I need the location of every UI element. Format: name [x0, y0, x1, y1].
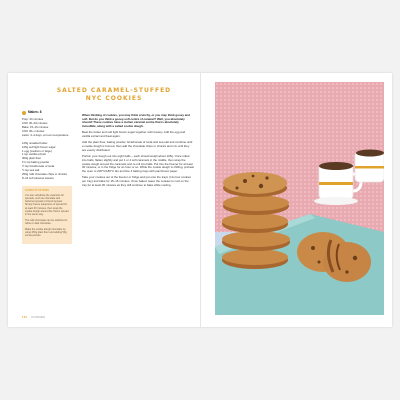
time-item: Lasts: 3–4 days, at room temperature: [22, 132, 69, 137]
substitution-paragraph: Make the cookie dough chocolate by using 250g plain flour and adding 50g cocoa powder.: [25, 227, 67, 237]
recipe-title: [28, 87, 200, 103]
time-list: [22, 118, 72, 138]
makes-row: [22, 111, 72, 115]
substitution-paragraph: The milk chocolate can be switched to white or dark chocolate.: [25, 218, 68, 225]
time-item: Prep: 20 minutes: [22, 117, 44, 121]
time-item: Bake: 15–16 minutes: [22, 124, 49, 129]
ingredient-item: 300g plain flour: [22, 156, 42, 161]
page-number: 100: [22, 316, 28, 319]
servings-icon: [22, 111, 26, 115]
page-footer: [22, 316, 45, 319]
method-column: [82, 114, 194, 190]
ingredient-item: 125g soft light brown sugar: [22, 144, 56, 149]
second-cup: [355, 150, 384, 183]
method-step: Beat the butter and soft light brown sugar together until creamy. Add the egg and vanilla extract and beat again.: [82, 130, 186, 139]
recipe-intro: When thinking of cookies, you may think crunchy, or you may think gooey and soft. But do you think a gooey-soft centre of caramel? Well, you absolutely should! These cookies have a molten caramel centre that is absolutely incredible, along with a salted cookie dough.: [82, 113, 190, 129]
substitutions-box: [22, 186, 72, 244]
time-item: Chill: 30–40 minutes: [22, 120, 48, 125]
section-name: COOKIES: [31, 316, 46, 319]
ingredient-item: 125g unsalted butter: [22, 140, 48, 145]
page-gutter: [200, 73, 201, 327]
cookie-photo-illustration: [215, 82, 384, 315]
method-step: Add the plain flour, baking powder, bicarbonate of soda and sea salt and combine until a cookie dough is formed, then add the chocolate chips or chunks and mix until they are evenly distributed.: [82, 140, 193, 152]
ingredient-item: 250g milk chocolate chips or chunks: [22, 172, 67, 177]
ingredient-item: 1 egg (medium or large): [22, 148, 52, 153]
ingredient-item: 1 tsp vanilla extract: [22, 152, 46, 157]
ingredient-item: ½ tsp sea salt: [22, 168, 40, 173]
cookie-stack: [222, 172, 290, 269]
ingredient-item: ½ tsp bicarbonate of soda: [22, 164, 55, 169]
cookie-photo: [215, 82, 384, 315]
time-item: Chill: 30+ minutes: [22, 128, 45, 133]
ingredient-list: [22, 142, 72, 181]
ingredient-item: 8–16 soft caramel sweets: [22, 176, 54, 181]
method-step: Take your cookies out of the freezer or fridge and put onto the trays (I do four cookies per tray) and bake for 15–16 minutes. Once baked, leave the cookies to cool on the tray for at least 30 minutes as they still continue to bake while cooling.: [82, 175, 191, 187]
makes-label: Makes: 8: [28, 110, 42, 115]
recipe-title-line-2: NYC COOKIES: [85, 95, 143, 102]
substitutions-heading: SUBSTITUTIONS: [25, 188, 50, 192]
method-step: Portion your dough out into eight balls – each should weigh about 105g. Once rolled into balls, flatten slightly and put 1 or 2 soft caramels in the middle, then wrap the cookie dough around the caramels and re-roll into balls. Put into the freezer for at least 30 minutes, or in the fridge for an hour or so. While the cookie dough is chilling, preheat the oven to 200°C/180°C fan and line 2 baking trays with parchment paper.: [82, 154, 194, 173]
recipe-sidebar: [22, 111, 72, 244]
substitution-paragraph: You can substitute the caramels for spreads, such as chocolate and hazelnut spread or biscuit spread. Simply freeze teaspoons of spread for at least 30 minutes, then wrap the cookie dough around the frozen spread in the same way.: [25, 193, 69, 216]
ingredient-item: 1½ tsp baking powder: [22, 160, 50, 165]
recipe-title-line-1: SALTED CARAMEL-STUFFED: [56, 87, 172, 94]
